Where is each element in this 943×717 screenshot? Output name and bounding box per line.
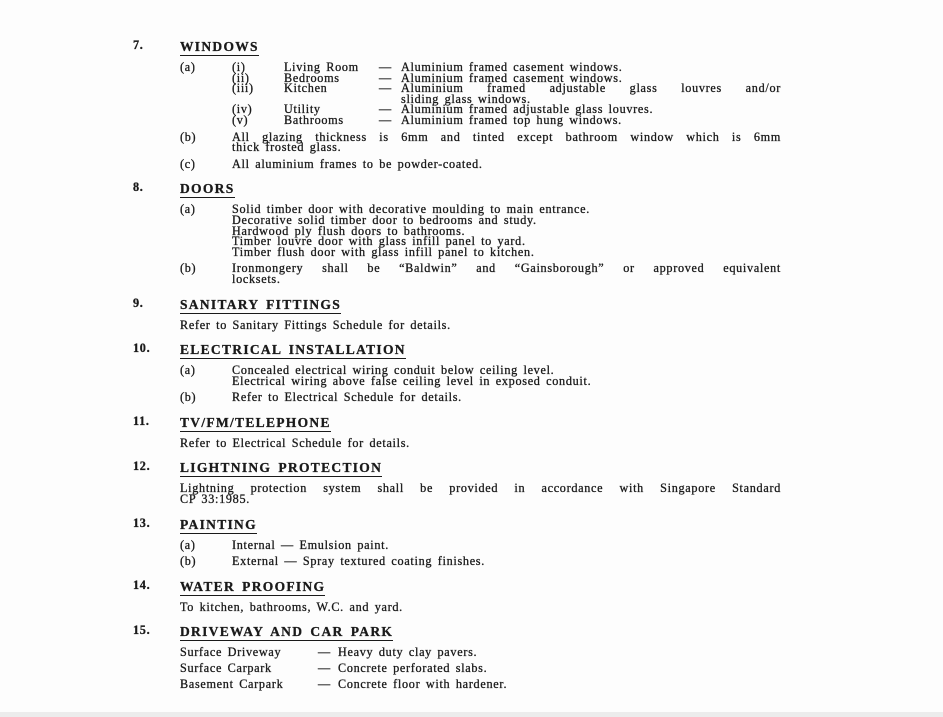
paragraph-line: CP 33:1985.: [180, 492, 250, 507]
lettered-item: [180, 392, 781, 403]
room-desc-line: Aluminium framed casement windows.: [401, 70, 623, 85]
item-line: Electrical wiring above false ceiling level in exposed conduit.: [232, 373, 592, 388]
lettered-item: [180, 365, 781, 386]
dash-row-desc: Concrete perforated slabs.: [338, 661, 488, 676]
room-name: Utility: [284, 102, 321, 117]
item-line: Internal — Emulsion paint.: [232, 537, 389, 552]
paragraph: [180, 317, 781, 332]
item-text: [232, 556, 781, 567]
item-label: (b): [180, 261, 197, 276]
lettered-item: [180, 129, 781, 155]
item-label: (a): [180, 60, 196, 74]
document-page: [133, 40, 781, 701]
room-desc: [401, 83, 781, 104]
section-number: 10.: [133, 341, 151, 356]
section: [133, 577, 781, 619]
section-number: 15.: [133, 623, 151, 638]
section: [133, 182, 781, 290]
dash-row-name: Surface Driveway: [180, 645, 282, 660]
item-label: (a): [180, 202, 196, 217]
section-title-text: WINDOWS: [180, 39, 259, 54]
section: [133, 295, 781, 337]
lettered-item: [180, 537, 781, 552]
section-title: [180, 580, 781, 593]
roman-label: (i): [232, 60, 246, 74]
lettered-item: [180, 156, 781, 171]
roman-label: (ii): [232, 70, 250, 85]
dash-row-desc: Concrete floor with hardener.: [338, 676, 508, 691]
section-body: [180, 298, 781, 337]
section: [133, 40, 781, 175]
section-body: [180, 40, 781, 175]
section-body: [180, 416, 781, 455]
section-title-text: LIGHTNING PROTECTION: [180, 460, 383, 476]
section: [133, 515, 781, 573]
item-line: thick frosted glass.: [232, 140, 342, 155]
section-number: 9.: [133, 295, 144, 310]
paragraph-line: To kitchen, bathrooms, W.C. and yard.: [180, 599, 403, 614]
item-line: locksets.: [232, 271, 281, 286]
item-label: (b): [180, 390, 197, 405]
room-desc-line: sliding glass windows.: [401, 91, 531, 106]
item-line: Timber louvre door with glass infill panel to yard.: [232, 234, 526, 249]
section: [133, 625, 781, 694]
item-line: Hardwood ply flush doors to bathrooms.: [232, 223, 466, 238]
paragraph-line: Lightning protection system shall be provided in accordance with Singapore Standard: [180, 481, 781, 496]
room-name: Bedrooms: [284, 70, 340, 85]
section-number: 12.: [133, 459, 151, 474]
section-title-text: TV/FM/TELEPHONE: [180, 414, 331, 430]
dash-separator: —: [379, 60, 392, 74]
lettered-item: [180, 263, 781, 284]
section-title: [180, 416, 781, 429]
section-title-text: DOORS: [180, 181, 235, 197]
item-line: All glazing thickness is 6mm and tinted except bathroom window which is 6mm: [232, 129, 781, 144]
dash-row: [180, 676, 781, 691]
dash-row-desc: Heavy duty clay pavers.: [338, 645, 478, 660]
section-title-text: ELECTRICAL INSTALLATION: [180, 342, 406, 358]
room-desc-line: Aluminium framed top hung windows.: [401, 112, 622, 127]
item-line: Concealed electrical wiring conduit below ceiling level.: [232, 363, 555, 378]
section-title: [180, 298, 781, 311]
dash-separator: —: [379, 81, 392, 96]
lettered-item: [180, 204, 781, 257]
section-title: [180, 182, 781, 195]
item-line: Solid timber door with decorative moulding to main entrance.: [232, 202, 590, 217]
section-title: [180, 343, 781, 356]
section-title: [180, 625, 781, 638]
room-desc: [401, 112, 781, 127]
section-title-text: SANITARY FITTINGS: [180, 296, 342, 312]
room-name: Bathrooms: [284, 112, 344, 127]
room-desc-line: Aluminium framed casement windows.: [401, 60, 623, 74]
item-text: [232, 62, 781, 126]
item-line: Timber flush door with glass infill panel to kitchen.: [232, 244, 535, 259]
dash-separator: —: [318, 676, 331, 691]
section-title-text: PAINTING: [180, 516, 257, 532]
item-label: (a): [180, 363, 196, 378]
room-desc-line: Aluminium framed adjustable glass louvres.: [401, 102, 654, 117]
item-line: Refer to Electrical Schedule for details.: [232, 390, 462, 405]
section-number: 7.: [133, 38, 144, 52]
section-title: [180, 461, 781, 474]
room-name: Living Room: [284, 60, 359, 74]
item-label: (b): [180, 554, 197, 569]
dash-separator: —: [318, 661, 331, 676]
item-text: [232, 129, 781, 155]
section-number: 8.: [133, 180, 144, 195]
roman-label: (iii): [232, 81, 254, 96]
item-label: (c): [180, 156, 196, 171]
roman-label: (iv): [232, 102, 253, 117]
section-title: [180, 40, 781, 53]
lettered-item: [180, 556, 781, 567]
item-text: [232, 204, 781, 257]
dash-row-name: Surface Carpark: [180, 661, 272, 676]
dash-separator: —: [379, 70, 392, 85]
item-label: (b): [180, 129, 197, 144]
item-line: Decorative solid timber door to bedrooms and study.: [232, 212, 537, 227]
section-body: [180, 461, 781, 510]
item-label: (a): [180, 537, 196, 552]
section-body: [180, 518, 781, 573]
dash-separator: —: [318, 645, 331, 660]
section-title-text: WATER PROOFING: [180, 578, 326, 594]
section-body: [180, 182, 781, 290]
section-number: 11.: [133, 413, 150, 428]
paragraph-line: Refer to Electrical Schedule for details.: [180, 435, 410, 450]
room-desc-line: Aluminium framed adjustable glass louvres and/or: [401, 81, 781, 96]
section-number: 14.: [133, 577, 151, 592]
item-text: [232, 156, 781, 171]
item-line: External — Spray textured coating finishes.: [232, 554, 485, 569]
dash-row-name: Basement Carpark: [180, 676, 284, 691]
section-number: 13.: [133, 515, 151, 530]
lettered-item: [180, 62, 781, 126]
section-body: [180, 625, 781, 694]
section-title: [180, 518, 781, 531]
roman-row: [232, 83, 781, 104]
scan-bottom-edge: [0, 712, 943, 717]
dash-separator: —: [379, 112, 392, 127]
roman-row: [232, 112, 781, 127]
item-text: [232, 365, 781, 386]
section: [133, 413, 781, 455]
dash-row: [180, 663, 781, 674]
section-body: [180, 580, 781, 619]
item-line: Ironmongery shall be “Baldwin” and “Gainsborough” or approved equivalent: [232, 261, 781, 276]
section-title-text: DRIVEWAY AND CAR PARK: [180, 624, 394, 640]
section: [133, 461, 781, 510]
dash-row: [180, 647, 781, 658]
item-text: [232, 392, 781, 403]
dash-separator: —: [379, 102, 392, 117]
item-line: All aluminium frames to be powder-coated.: [232, 156, 483, 171]
paragraph: [180, 599, 781, 614]
item-text: [232, 537, 781, 552]
paragraph: [180, 481, 781, 507]
section-body: [180, 343, 781, 409]
paragraph: [180, 435, 781, 450]
section: [133, 343, 781, 409]
room-name: Kitchen: [284, 81, 328, 96]
item-text: [232, 263, 781, 284]
roman-label: (v): [232, 112, 249, 127]
paragraph-line: Refer to Sanitary Fittings Schedule for details.: [180, 317, 451, 332]
